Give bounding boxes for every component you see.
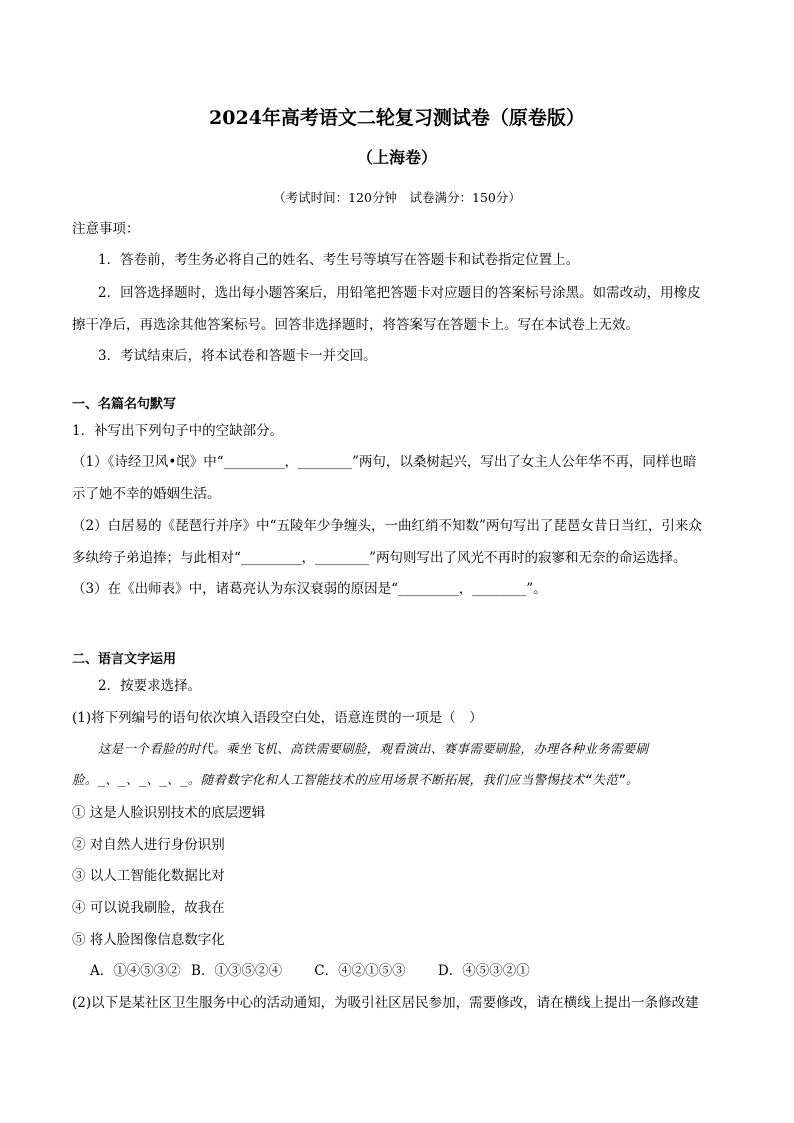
question-line: 多纨绔子弟追捧；与此相对“_________，________”两句则写出了风光不再时的寂寥和无奈的命运选择。 [72,550,687,566]
notice-item: 1．答卷前，考生务必将自己的姓名、考生号等填写在答题卡和试卷指定位置上。 [98,252,580,268]
answer-options [90,962,530,980]
question-line: （3）在《出师表》中，诸葛亮认为东汉衰弱的原因是“_________，________”。 [72,581,547,597]
page-subtitle: （上海卷） [356,148,437,167]
exam-info: （考试时间：120分钟 试卷满分：150分） [273,190,521,205]
page-title: 2024年高考语文二轮复习测试卷（原卷版） [209,107,585,129]
question-intro: 1．补写出下列句子中的空缺部分。 [72,423,284,439]
question-intro: 2．按要求选择。 [98,678,202,694]
question-line: （2）白居易的《琵琶行并序》中“五陵年少争缠头，一曲红绡不知数”两句写出了琵琶女昔日当红，引来众 [72,518,702,534]
sub-question: (2)以下是某社区卫生服务中心的活动通知，为吸引社区居民参加，需要修改，请在横线上提出一条修改建 [72,995,699,1011]
statement-item: ② 对自然人进行身份识别 [72,837,225,853]
passage-line: 脸。_、_、_、_、_。随着数字化和人工智能技术的应用场景不断拓展，我们应当警惕技术“失范”。 [72,772,639,787]
option-a[interactable]: A．①④⑤③② [90,963,181,979]
option-d[interactable]: D．④⑤③②① [437,963,530,979]
option-b[interactable]: B．①③⑤②④ [191,963,282,979]
section-heading: 二、语言文字运用 [72,652,177,667]
notice-heading: 注意事项： [72,221,140,237]
notice-item: 2．回答选择题时，选出每小题答案后，用铅笔把答题卡对应题目的答案标号涂黑。如需改动，用橡皮 [98,285,701,301]
statement-item: ① 这是人脸识别技术的底层逻辑 [72,805,266,821]
statement-item: ④ 可以说我刷脸，故我在 [72,900,225,916]
question-line: 示了她不幸的婚姻生活。 [72,486,221,502]
sub-question: (1)将下列编号的语句依次填入语段空白处，语意连贯的一项是（ ） [72,710,483,726]
option-c[interactable]: C．④②①⑤③ [314,963,406,979]
statement-item: ⑤ 将人脸图像信息数字化 [72,932,225,948]
passage-line: 这是一个看脸的时代。乘坐飞机、高铁需要刷脸，观看演出、赛事需要刷脸，办理各种业务需要刷 [98,741,649,756]
question-line: （1）《诗经卫风•氓》中“_________，________”两句，以桑树起兴，写出了女主人公年华不再，同样也暗 [72,454,697,470]
statement-item: ③ 以人工智能化数据比对 [72,868,225,884]
notice-item: 擦干净后，再选涂其他答案标号。回答非选择题时，将答案写在答题卡上。写在本试卷上无效。 [72,317,639,333]
section-heading: 一、名篇名句默写 [72,397,177,412]
notice-item: 3．考试结束后，将本试卷和答题卡一并交回。 [98,348,377,364]
